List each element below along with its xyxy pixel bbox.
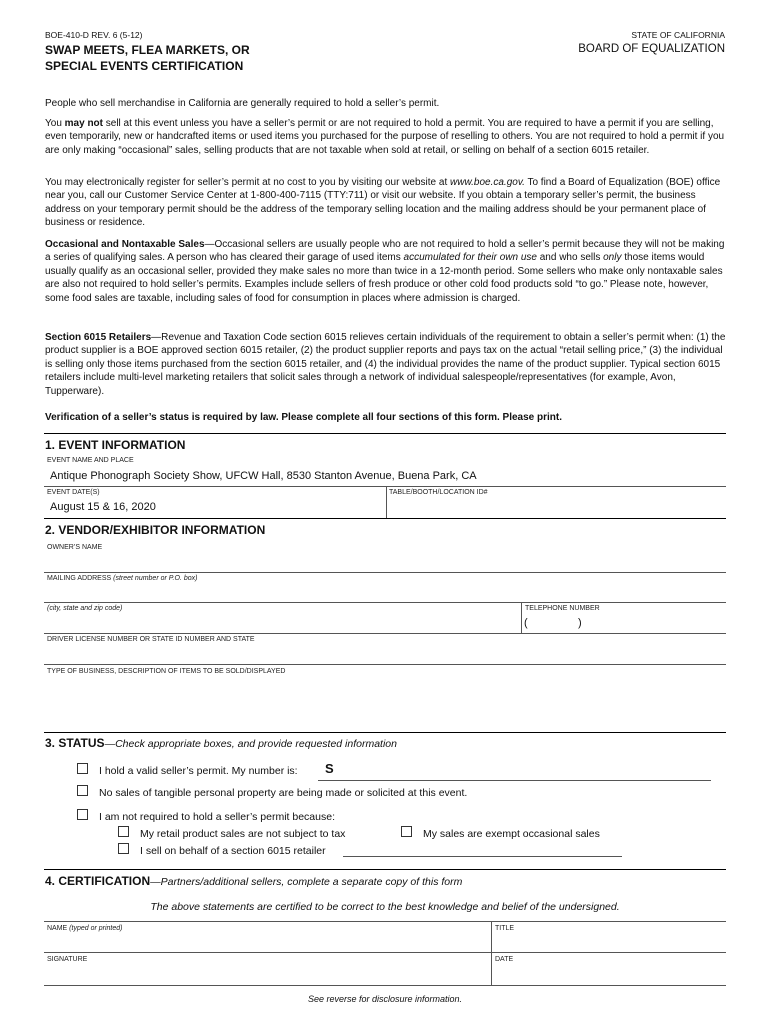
form-title-line1: SWAP MEETS, FLEA MARKETS, OR bbox=[45, 43, 250, 57]
board-label: BOARD OF EQUALIZATION bbox=[578, 43, 725, 55]
state-label: STATE OF CALIFORNIA bbox=[631, 30, 725, 40]
phone-area-open: ( bbox=[524, 617, 528, 629]
permit-number-field[interactable] bbox=[338, 762, 708, 779]
date-label: DATE bbox=[495, 956, 514, 963]
section4-heading: 4. CERTIFICATION—Partners/additional sellers, complete a separate copy of this form bbox=[45, 874, 463, 888]
event-dates-divider bbox=[386, 486, 387, 519]
certification-statement: The above statements are certified to be correct to the best knowledge and belief of the undersigned. bbox=[150, 901, 620, 913]
sub-option-not-taxable-label: My retail product sales are not subject to tax bbox=[140, 828, 346, 840]
checkbox-no-sales[interactable] bbox=[77, 785, 88, 796]
permit-number-prefix: S bbox=[325, 761, 334, 776]
city-underline bbox=[44, 633, 726, 634]
event-name-underline bbox=[44, 486, 726, 487]
section3-heading: 3. STATUS—Check appropriate boxes, and provide requested information bbox=[45, 736, 397, 750]
section4-divider bbox=[44, 869, 726, 870]
option-not-required-label: I am not required to hold a seller’s permit because: bbox=[99, 811, 335, 823]
business-type-field[interactable] bbox=[47, 678, 723, 730]
retailer-name-underline bbox=[343, 856, 622, 857]
form-title-line2: SPECIAL EVENTS CERTIFICATION bbox=[45, 59, 244, 73]
signature-top-line bbox=[44, 952, 726, 953]
option-no-sales-label: No sales of tangible personal property are being made or solicited at this event. bbox=[99, 787, 468, 799]
booth-field[interactable] bbox=[389, 498, 724, 516]
section2-heading: 2. VENDOR/EXHIBITOR INFORMATION bbox=[45, 523, 266, 537]
verification-notice: Verification of a seller’s status is required by law. Please complete all four sections of this form. Please print. bbox=[45, 412, 563, 423]
owner-name-label: OWNER’S NAME bbox=[47, 544, 103, 551]
telephone-field[interactable] bbox=[530, 614, 724, 632]
checkbox-valid-permit[interactable] bbox=[77, 763, 88, 774]
event-dates-label: EVENT DATE(S) bbox=[47, 489, 100, 496]
event-name-field[interactable]: Antique Phonograph Society Show, UFCW Hall, 8530 Stanton Avenue, Buena Park, CA bbox=[50, 470, 477, 482]
checkbox-not-taxable[interactable] bbox=[118, 826, 129, 837]
checkbox-not-required[interactable] bbox=[77, 809, 88, 820]
section3-divider bbox=[44, 732, 726, 733]
form-number: BOE-410-D REV. 6 (5-12) bbox=[45, 30, 143, 40]
intro-paragraph-3: You may electronically register for seller’s permit at no cost to you by visiting our website at www.boe.ca.gov. To find a Board of Equalization (BOE) office near you, call our Customer Service Center at 1-800-400-7115 (TTY:711) or visit our website. If you obtain a temporary seller’s permit, the business address on your temporary permit should be the address of the temporary selling location and the mailing address should be your permanent place of business or residence. bbox=[45, 177, 721, 229]
intro-paragraph-6015: Section 6015 Retailers—Revenue and Taxation Code section 6015 relieves certain individuals of the requirement to obtain a seller’s permit when: (1) the product supplier is a BOE approved section 6015 retailer, (2) the product supplier reports and pays tax on the actual “retail selling price,” (3) the individual is selling only those items purchased from the section 6015 retailer, and (4) the individual provides the name of the product supplier. Typical section 6015 retailers include multi-level marketing retailers that solicit sales through a network of individual salespeople/representatives (for example, Avon, Tupperware). bbox=[45, 332, 726, 397]
event-dates-field[interactable]: August 15 & 16, 2020 bbox=[50, 501, 156, 513]
mailing-address-field[interactable] bbox=[47, 584, 723, 602]
section1-divider bbox=[44, 433, 726, 434]
business-type-label: TYPE OF BUSINESS, DESCRIPTION OF ITEMS TO BE SOLD/DISPLAYED bbox=[47, 668, 286, 675]
name-label: NAME (typed or printed) bbox=[47, 925, 123, 932]
signature-field[interactable] bbox=[47, 966, 487, 983]
intro-paragraph-2: You may not sell at this event unless you have a seller’s permit or are not required to hold a permit. You are required to have a permit if you are selling, even temporarily, new or handcrafted items or used items you purchased for the purpose of reselling to others. You are not required to hold a permit if you are only making “occasional” sales, selling products that are not taxable when sold at retail, or selling on behalf of a section 6015 retailer. bbox=[45, 118, 725, 156]
signature-bottom-line bbox=[44, 985, 726, 986]
title-label: TITLE bbox=[495, 925, 515, 932]
footer-note: See reverse for disclosure information. bbox=[307, 994, 463, 1004]
driver-license-underline bbox=[44, 664, 726, 665]
signature-label: SIGNATURE bbox=[47, 956, 88, 963]
retailer-name-field[interactable] bbox=[345, 840, 620, 855]
mailing-address-underline bbox=[44, 602, 726, 603]
checkbox-6015[interactable] bbox=[118, 843, 129, 854]
date-field[interactable] bbox=[495, 966, 724, 983]
mailing-address-label: MAILING ADDRESS (street number or P.O. box) bbox=[47, 575, 198, 582]
permit-number-underline bbox=[318, 780, 711, 781]
title-field[interactable] bbox=[495, 935, 724, 952]
sub-option-occasional-label: My sales are exempt occasional sales bbox=[423, 828, 600, 840]
intro-paragraph-1: People who sell merchandise in California are generally required to hold a seller’s permit. bbox=[45, 98, 440, 109]
driver-license-field[interactable] bbox=[47, 645, 723, 663]
event-name-label: EVENT NAME AND PLACE bbox=[47, 457, 134, 464]
section1-heading: 1. EVENT INFORMATION bbox=[45, 438, 186, 452]
intro-paragraph-occasional: Occasional and Nontaxable Sales—Occasional sellers are usually people who are not required to hold a seller’s permit because they will not be making a series of qualifying sales. A person who has cleared their garage of used items accumulated for their own use and who sells only those items would usually qualify as an occasional seller, provided they make sales no more than twice in a 12-month period. Some sellers who make only nontaxable sales are also not required to hold seller’s permits. Examples include sellers of fresh produce or other cold food products sold “to go.” Please note, however, some food sales are taxable, including sales of food for consumption in places where admission is charged. bbox=[45, 239, 725, 304]
telephone-label: TELEPHONE NUMBER bbox=[525, 605, 600, 612]
phone-area-close: ) bbox=[578, 617, 582, 629]
booth-label: TABLE/BOOTH/LOCATION ID# bbox=[389, 489, 488, 496]
date-divider bbox=[491, 952, 492, 985]
phone-divider bbox=[521, 602, 522, 633]
city-state-zip-field[interactable] bbox=[47, 614, 517, 632]
name-top-line bbox=[44, 921, 726, 922]
owner-name-underline bbox=[44, 572, 726, 573]
section2-divider bbox=[44, 518, 726, 519]
title-divider bbox=[491, 921, 492, 952]
option-valid-permit-label: I hold a valid seller’s permit. My number is: bbox=[99, 765, 298, 777]
city-state-zip-label: (city, state and zip code) bbox=[47, 605, 123, 612]
checkbox-occasional[interactable] bbox=[401, 826, 412, 837]
driver-license-label: DRIVER LICENSE NUMBER OR STATE ID NUMBER AND STATE bbox=[47, 636, 255, 643]
sub-option-6015-label: I sell on behalf of a section 6015 retailer bbox=[140, 845, 326, 857]
owner-name-field[interactable] bbox=[47, 553, 723, 571]
name-field[interactable] bbox=[47, 935, 487, 952]
